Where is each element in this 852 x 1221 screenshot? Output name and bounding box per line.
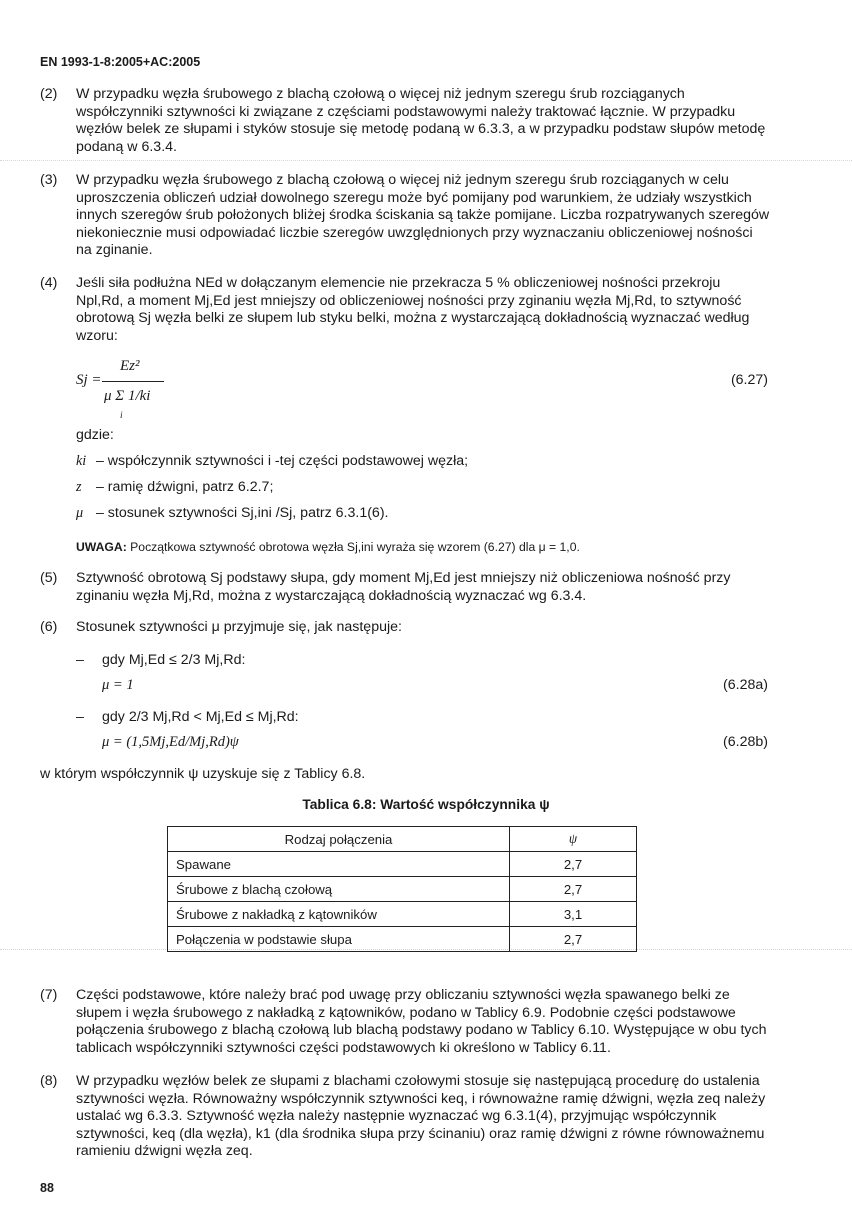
paragraph-number: (4) bbox=[40, 275, 58, 291]
table-6-8 bbox=[167, 826, 637, 952]
paragraph-7 bbox=[40, 987, 770, 1057]
table-row bbox=[168, 877, 637, 902]
definition-k bbox=[76, 453, 468, 470]
definition-text: – współczynnik sztywności i -tej części podstawowej węzła; bbox=[95, 453, 469, 469]
paragraph-text: Części podstawowe, które należy brać pod uwagę przy obliczaniu sztywności węzła spawanego belki ze słupem i węzła śrubowego z nakładką z kątowników, podano w Tablicy 6.9. Podobnie części podstawowe połączenia śrubowego z blachą czołową lub blachą podstawy podano w Tablicy 6.10. Występujące w obu tych tablicach współczynniki sztywności części podstawowych ki określono w Tablicy 6.11. bbox=[76, 987, 767, 1056]
paragraph-text: W przypadku węzła śrubowego z blachą czołową o więcej niż jednym szeregu śrub rozciąganych współczynniki sztywności ki związane z częściami podstawowymi należy traktować łącznie. W przypadku węzłów belek ze słupami i styków stosuje się metodę podaną w 6.3.3, a w przypadku podstaw słupów metodę podaną w 6.3.4. bbox=[76, 86, 766, 155]
cell: Śrubowe z nakładką z kątowników bbox=[168, 902, 510, 927]
definition-symbol: μ bbox=[76, 505, 84, 521]
paragraph-text: W przypadku węzła śrubowego z blachą czołową o więcej niż jednym szeregu śrub rozciąganych w celu uproszczenia obliczeń udział dowolnego szeregu może być pomijany pod warunkiem, że udziały wszystkich innych szeregów śrub położonych bliżej środka ściskania są także pomijane. Liczba rozpatrywanych szeregów niekoniecznie musi odpowiadać liczbie szeregów uwzględnionych przy wyznaczaniu obliczeniowej nośności na zginanie. bbox=[76, 172, 770, 258]
case-b-dash: – bbox=[76, 709, 84, 725]
sum-index: i bbox=[120, 411, 123, 421]
definition-mu bbox=[76, 505, 389, 522]
table-header-row bbox=[168, 827, 637, 852]
equation-number: (6.27) bbox=[730, 372, 768, 388]
case-b-formula: μ = (1,5Mj,Ed/Mj,Rd)ψ bbox=[102, 734, 239, 750]
table-row bbox=[168, 852, 637, 877]
note-text: Początkowa sztywność obrotowa węzła Sj,ini wyraża się wzorem (6.27) dla μ = 1,0. bbox=[130, 540, 580, 554]
page-number: 88 bbox=[40, 1181, 54, 1195]
table-row bbox=[168, 902, 637, 927]
paragraph-text: Stosunek sztywności μ przyjmuje się, jak następuje: bbox=[76, 619, 402, 635]
note-label: UWAGA: bbox=[76, 540, 127, 554]
w-ktorym-text: w którym współczynnik ψ uzyskuje się z Tablicy 6.8. bbox=[40, 766, 366, 782]
paragraph-number: (3) bbox=[40, 172, 58, 188]
paragraph-number: (6) bbox=[40, 619, 58, 635]
case-a-condition: gdy Mj,Ed ≤ 2/3 Mj,Rd: bbox=[102, 652, 246, 668]
paragraph-text: W przypadku węzłów belek ze słupami z blachami czołowymi stosuje się następującą procedurę do ustalenia sztywności węzła. Równoważny współczynnik sztywności keq, i równoważne ramię dźwigni, węzła zeq należy ustalać wg 6.3.3. Sztywność węzła należy następnie wyznaczać wg 6.3.1(4), przyjmując współczynnik sztywności, keq (dla węzła), k1 (dla środnika słupa przy ścinaniu) oraz ramię dźwigni z równe równoważnemu ramieniu dźwigni węzła zeq. bbox=[76, 1073, 766, 1159]
case-a-formula: μ = 1 bbox=[102, 677, 134, 693]
equation-lhs: Sj = bbox=[76, 372, 102, 388]
paragraph-5 bbox=[40, 570, 770, 605]
cell: 2,7 bbox=[510, 877, 637, 902]
paragraph-text: Jeśli siła podłużna NEd w dołączanym elemencie nie przekracza 5 % obliczeniowej nośności przekroju Npl,Rd, a moment Mj,Ed jest mniejszy od obliczeniowej nośności przy zginaniu węzła Mj,Rd, to sztywność obrotową Sj węzła belki ze słupem lub styku belki, można z wystarczającą dokładnością wyznaczać według wzoru: bbox=[76, 275, 750, 344]
case-b-condition: gdy 2/3 Mj,Rd < Mj,Ed ≤ Mj,Rd: bbox=[102, 709, 299, 725]
standard-header: EN 1993-1-8:2005+AC:2005 bbox=[40, 55, 201, 69]
cell: Śrubowe z blachą czołową bbox=[168, 877, 510, 902]
paragraph-number: (2) bbox=[40, 86, 58, 102]
definition-symbol: ki bbox=[76, 453, 87, 469]
paragraph-number: (7) bbox=[40, 987, 58, 1003]
paragraph-6 bbox=[40, 619, 770, 637]
paragraph-8 bbox=[40, 1073, 770, 1161]
case-a-dash: – bbox=[76, 652, 84, 668]
fraction-bar bbox=[102, 381, 164, 382]
definition-symbol: z bbox=[76, 479, 82, 495]
header-cell: Rodzaj połączenia bbox=[168, 827, 510, 852]
equation-number: (6.28a) bbox=[723, 677, 768, 693]
note-uwaga bbox=[76, 540, 580, 554]
equation-denominator: μ Σ 1/ki bbox=[104, 388, 151, 404]
cell: Spawane bbox=[168, 852, 510, 877]
cell: Połączenia w podstawie słupa bbox=[168, 927, 510, 952]
definition-text: – stosunek sztywności Sj,ini /Sj, patrz 6.3.1(6). bbox=[95, 505, 389, 521]
cell: 3,1 bbox=[510, 902, 637, 927]
definition-text: – ramię dźwigni, patrz 6.2.7; bbox=[95, 479, 274, 495]
paragraph-number: (5) bbox=[40, 570, 58, 586]
definition-z bbox=[76, 479, 273, 496]
cell: 2,7 bbox=[510, 927, 637, 952]
scan-line bbox=[0, 160, 852, 161]
cell: 2,7 bbox=[510, 852, 637, 877]
equation-numerator: Ez² bbox=[120, 358, 140, 374]
paragraph-4 bbox=[40, 275, 770, 345]
paragraph-text: Sztywność obrotową Sj podstawy słupa, gdy moment Mj,Ed jest mniejszy niż obliczeniowa nośność przy zginaniu węzła Mj,Rd, można z wystarczającą dokładnością wyznaczać wg 6.3.4. bbox=[76, 570, 731, 604]
header-cell: ψ bbox=[510, 827, 637, 852]
table-row bbox=[168, 927, 637, 952]
paragraph-2 bbox=[40, 86, 770, 156]
paragraph-number: (8) bbox=[40, 1073, 58, 1089]
table-caption: Tablica 6.8: Wartość współczynnika ψ bbox=[302, 797, 550, 812]
gdzie-label: gdzie: bbox=[76, 427, 114, 443]
paragraph-3 bbox=[40, 172, 770, 260]
equation-number: (6.28b) bbox=[723, 734, 768, 750]
